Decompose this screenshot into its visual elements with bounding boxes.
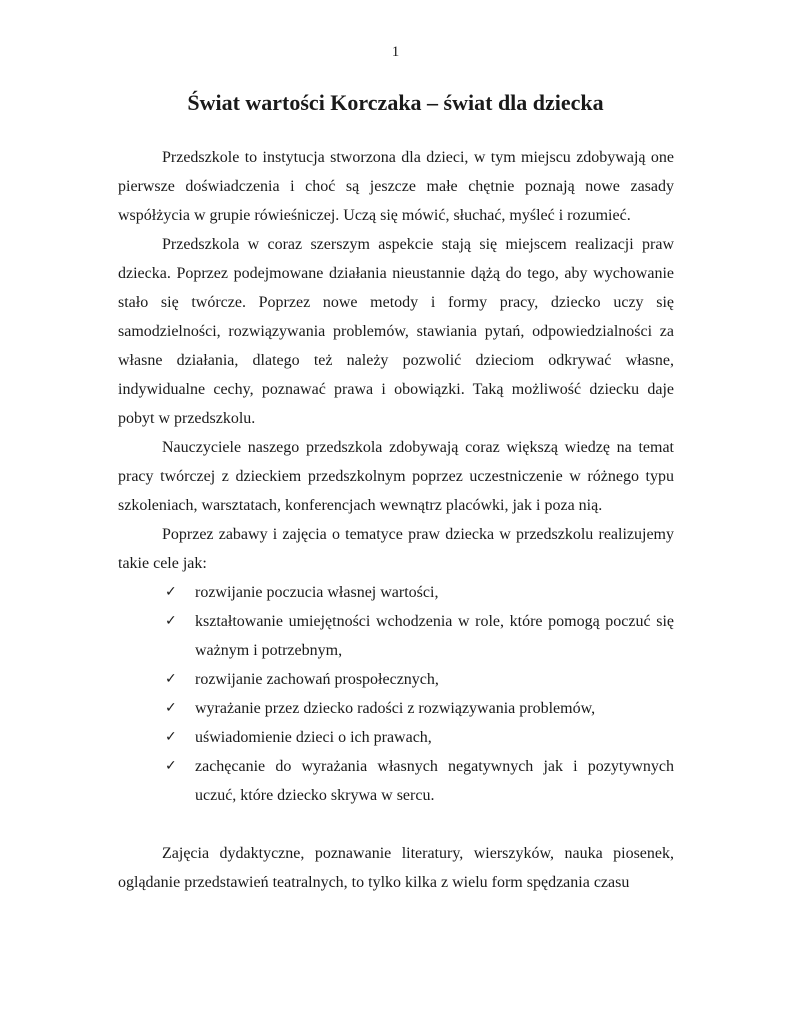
- checkmark-icon: ✓: [165, 700, 177, 716]
- paragraph-intro: Przedszkole to instytucja stworzona dla dzieci, w tym miejscu zdobywają one pierwsze doświadczenia i choć są jeszcze małe chętnie poznają nowe zasady współżycia w grupie rówieśniczej. Uczą się mówić, słuchać, myśleć i rozumieć.: [118, 149, 674, 224]
- paragraph-spacer: [118, 810, 674, 839]
- list-item: [161, 607, 674, 665]
- list-item: [161, 578, 674, 607]
- list-item-text: zachęcanie do wyrażania własnych negatywnych jak i pozytywnych uczuć, które dziecko skrywa w sercu.: [195, 758, 674, 804]
- checkmark-icon: ✓: [165, 613, 177, 629]
- checkmark-icon: ✓: [165, 671, 177, 687]
- paragraph-teachers: Nauczyciele naszego przedszkola zdobywają coraz większą wiedzę na temat pracy twórczej z dzieckiem przedszkolnym poprzez uczestniczenie w różnego typu szkoleniach, warsztatach, konferencjach wewnątrz placówki, jak i poza nią.: [118, 439, 674, 514]
- list-item-text: kształtowanie umiejętności wchodzenia w role, które pomogą poczuć się ważnym i potrzebnym,: [195, 613, 674, 659]
- checkmark-icon: ✓: [165, 729, 177, 745]
- document-title: Świat wartości Korczaka – świat dla dziecka: [187, 90, 604, 115]
- list-item: [161, 694, 674, 723]
- list-item: [161, 723, 674, 752]
- list-item-text: uświadomienie dzieci o ich prawach,: [195, 729, 432, 746]
- list-item: [161, 665, 674, 694]
- list-item-text: rozwijanie zachowań prospołecznych,: [195, 671, 439, 688]
- paragraph-rights: Przedszkola w coraz szerszym aspekcie stają się miejscem realizacji praw dziecka. Poprzez podejmowane działania nieustannie dążą do tego, aby wychowanie stało się twórcze. Poprzez nowe metody i formy pracy, dziecko uczy się samodzielności, rozwiązywania problemów, stawiania pytań, odpowiedzialności za własne działania, dlatego też należy pozwolić dzieciom odkrywać własne, indywidualne cechy, poznawać prawa i obowiązki. Taką możliwość dziecku daje pobyt w przedszkolu.: [118, 236, 674, 427]
- checkmark-icon: ✓: [165, 758, 177, 774]
- document-body: [118, 143, 674, 897]
- list-item-text: wyrażanie przez dziecko radości z rozwiązywania problemów,: [195, 700, 596, 717]
- list-item: [161, 752, 674, 810]
- checkmark-icon: ✓: [165, 584, 177, 600]
- page-number: 1: [391, 44, 400, 60]
- paragraph-activities: Zajęcia dydaktyczne, poznawanie literatury, wierszyków, nauka piosenek, oglądanie przedstawień teatralnych, to tylko kilka z wielu form spędzania czasu: [118, 845, 674, 891]
- list-item-text: rozwijanie poczucia własnej wartości,: [195, 584, 439, 601]
- paragraph-goals-intro: Poprzez zabawy i zajęcia o tematyce praw dziecka w przedszkolu realizujemy takie cele jak:: [118, 526, 674, 572]
- goals-list: [118, 578, 674, 810]
